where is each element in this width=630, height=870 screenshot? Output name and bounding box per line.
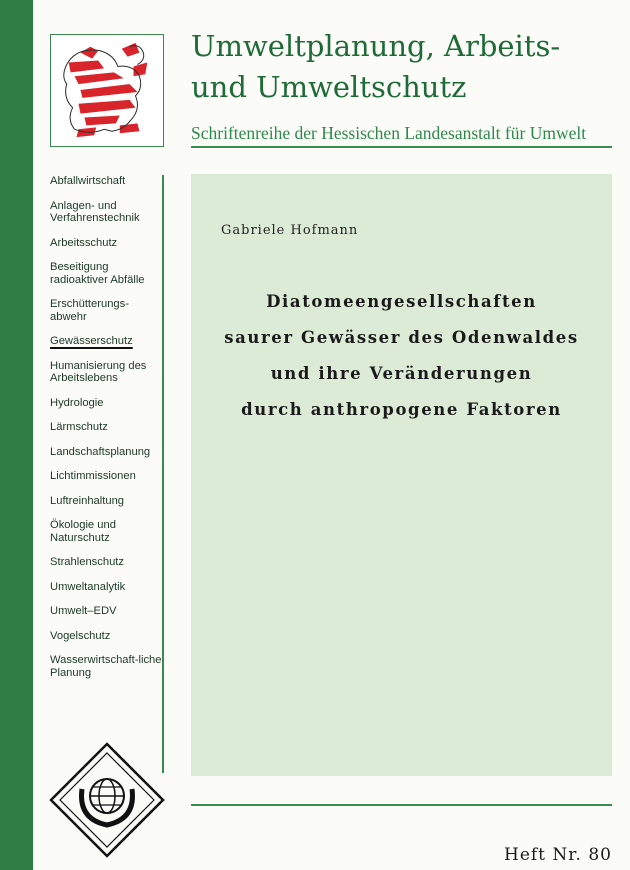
work-title bbox=[191, 284, 612, 428]
topic-item: Vogelschutz bbox=[50, 629, 111, 642]
globe-diamond-logo-icon bbox=[48, 741, 166, 859]
left-green-bar bbox=[0, 0, 33, 870]
work-title-line: saurer Gewässer des Odenwaldes bbox=[224, 328, 579, 347]
topic-list-rule bbox=[162, 175, 164, 773]
work-title-line: und ihre Veränderungen bbox=[270, 364, 533, 383]
topic-list bbox=[50, 175, 162, 691]
topic-item: Luftreinhaltung bbox=[50, 494, 125, 507]
series-title bbox=[191, 26, 621, 108]
series-title-line2: und Umweltschutz bbox=[191, 70, 467, 104]
issue-number: Heft Nr. 80 bbox=[504, 845, 612, 865]
series-subtitle: Schriftenreihe der Hessischen Landesanstalt für Umwelt bbox=[191, 123, 587, 143]
topic-item: Ökologie und Naturschutz bbox=[50, 519, 116, 544]
title-panel bbox=[191, 174, 612, 776]
topic-item: Landschaftsplanung bbox=[50, 445, 151, 458]
topic-item: Gewässerschutz bbox=[50, 335, 133, 347]
series-title-line1: Umweltplanung, Arbeits- bbox=[191, 29, 561, 63]
topic-item: Strahlenschutz bbox=[50, 556, 125, 568]
topic-item: Hydrologie bbox=[50, 396, 104, 409]
topic-item: Wasserwirtschaft-liche Planung bbox=[50, 654, 162, 679]
topic-item: Beseitigung radioaktiver Abfälle bbox=[50, 261, 145, 286]
hessian-lion-crest-icon bbox=[50, 34, 164, 147]
topic-item: Humanisierung des Arbeitslebens bbox=[50, 359, 147, 384]
topic-item: Lärmschutz bbox=[50, 421, 108, 433]
author-name: Gabriele Hofmann bbox=[221, 223, 359, 238]
topic-item: Umwelt–EDV bbox=[50, 605, 117, 617]
topic-item: Arbeitsschutz bbox=[50, 236, 118, 249]
work-title-line: durch anthropogene Faktoren bbox=[241, 400, 562, 419]
footer-rule bbox=[191, 804, 612, 806]
topic-item: Anlagen- und Verfahrenstechnik bbox=[50, 199, 140, 224]
topic-item: Umweltanalytik bbox=[50, 580, 126, 593]
work-title-line: Diatomeengesellschaften bbox=[266, 292, 537, 311]
topic-item: Erschütterungs-abwehr bbox=[50, 298, 129, 323]
header-rule bbox=[191, 146, 612, 148]
topic-item: Abfallwirtschaft bbox=[50, 175, 126, 187]
topic-item: Lichtimmissionen bbox=[50, 470, 136, 482]
